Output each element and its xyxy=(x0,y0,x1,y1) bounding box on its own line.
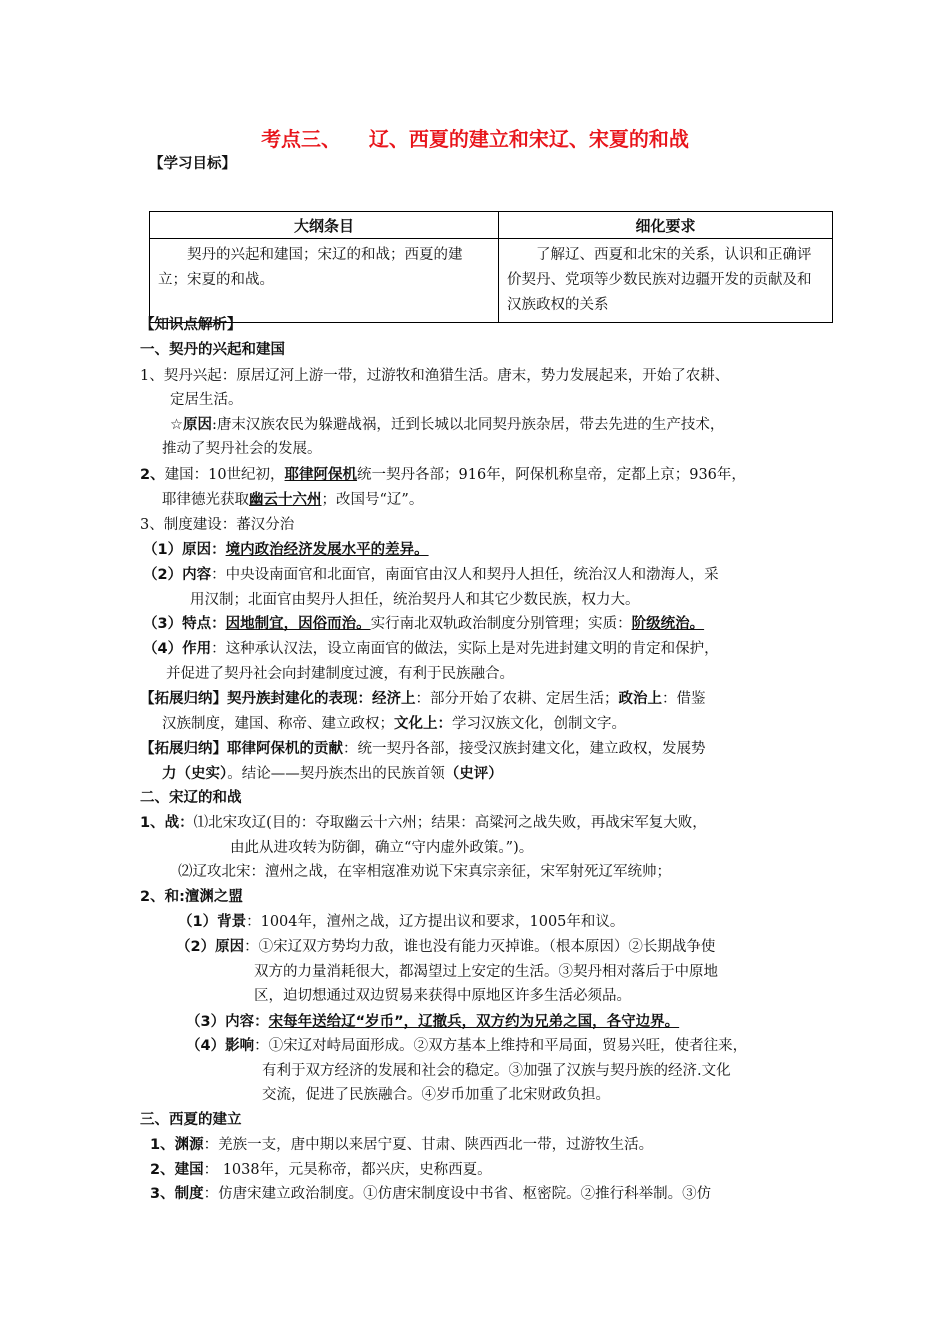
s2-content-label: （3）内容： xyxy=(186,1014,269,1030)
s1-extension-1-e: 文化上： xyxy=(394,716,452,732)
s2-content xyxy=(186,1012,679,1032)
s1-item-3 xyxy=(140,515,294,535)
s2-war xyxy=(140,813,707,833)
s1-extension-2-b: 力（史实） xyxy=(162,766,228,782)
s1-item-2-e: 幽云十六州 xyxy=(249,492,322,508)
s1-item-2-d: 耶律德光获取 xyxy=(162,492,249,508)
s1-reason-text: :唐末汉族农民为躲避战祸，迁到长城以北同契丹族杂居，带去先进的生产技术， xyxy=(212,417,725,433)
s2-reason-cont-1: 双方的力量消耗很大，都渴望过上安定的生活。③契丹相对落后于中原地 xyxy=(254,964,718,980)
section-1-heading: 一、契丹的兴起和建国 xyxy=(140,342,285,358)
analysis-heading: 【知识点解析】 xyxy=(140,317,242,333)
section-3-heading: 三、西夏的建立 xyxy=(140,1112,242,1128)
s2-effect-label: （4）影响 xyxy=(186,1038,255,1054)
s2-effect-text: ：①宋辽对峙局面形成。②双方基本上维持和平局面，贸易兴旺，使者往来， xyxy=(254,1038,748,1054)
s2-war-text: ⑴北宋攻辽(目的：夺取幽云十六州；结果：高粱河之战失败，再战宋军复大败， xyxy=(193,815,707,831)
page-title: 考点三、 辽、西夏的建立和宋辽、宋夏的和战 xyxy=(261,127,689,151)
s2-background-text: ：1004年，澶州之战，辽方提出议和要求，1005年和议。 xyxy=(246,914,625,930)
s2-reason-cont-2: 区，迫切想通过双边贸易来获得中原地区许多生活必须品。 xyxy=(254,988,631,1004)
s1-point-4-text: ：这种承认汉法，设立南面官的做法，实际上是对先进封建文明的肯定和保护， xyxy=(211,641,719,657)
table-header-requirements: 细化要求 xyxy=(499,212,833,239)
s3-origin-text: ：羌族一支，唐中期以来居宁夏、甘肃、陕西西北一带，过游牧生活。 xyxy=(203,1137,654,1153)
s3-system-label: 3、制度 xyxy=(150,1186,204,1202)
s2-effect-cont-2: 交流，促进了民族融合。④岁币加重了北宋财政负担。 xyxy=(262,1087,610,1103)
s1-item-2-c: 统一契丹各部；916年，阿保机称皇帝，定都上京；936年， xyxy=(357,467,746,483)
s1-point-2-text: ：中央设南面官和北面官，南面官由汉人和契丹人担任，统治汉人和渤海人，采 xyxy=(211,567,719,583)
s2-background-label: （1）背景 xyxy=(178,914,247,930)
s2-war-label: 1、战： xyxy=(140,815,194,831)
s2-effect-cont-1: 有利于双方经济的发展和社会的稳定。③加强了汉族与契丹族的经济.文化 xyxy=(262,1063,731,1079)
s1-point-1 xyxy=(143,540,429,560)
table-cell-outline: 契丹的兴起和建国；宋辽的和战；西夏的建立；宋夏的和战。 xyxy=(150,239,499,323)
outline-table xyxy=(149,211,833,323)
goals-heading: 【学习目标】 xyxy=(149,156,236,172)
s1-extension-2-d: （史评） xyxy=(444,766,503,782)
s1-extension-2-cont xyxy=(162,764,503,784)
s1-extension-1-b: 政治上 xyxy=(618,691,662,707)
s1-extension-1 xyxy=(140,689,706,709)
s3-found-text: ： 1038年，元昊称帝，都兴庆，史称西夏。 xyxy=(203,1162,492,1178)
s1-point-2-label: （2）内容 xyxy=(143,567,212,583)
s1-point-2 xyxy=(143,565,719,585)
s1-reason-cont: 推动了契丹社会的发展。 xyxy=(162,441,322,457)
section-2-heading: 二、宋辽的和战 xyxy=(140,790,242,806)
s1-point-3 xyxy=(143,614,704,634)
s1-point-3-a: 因地制宜，因俗而治。 xyxy=(225,616,371,632)
s3-found xyxy=(150,1160,492,1180)
s1-extension-2-a: ：统一契丹各部，接受汉族封建文化，建立政权，发展势 xyxy=(343,741,706,757)
s1-point-1-text: 境内政治经济发展水平的差异。 xyxy=(225,542,429,558)
s1-item-3-label: 3、 xyxy=(140,517,164,533)
s3-system xyxy=(150,1184,711,1204)
s2-reason-text: ：①宋辽双方势均力敌，谁也没有能力灭掉谁。（根本原因）②长期战争使 xyxy=(244,939,716,955)
s1-extension-2-label: 【拓展归纳】耶律阿保机的贡献 xyxy=(140,741,343,757)
s1-item-1-cont: 定居生活。 xyxy=(170,392,243,408)
s2-reason-label: （2）原因 xyxy=(176,939,245,955)
s1-reason-label: ☆原因 xyxy=(170,417,212,433)
s1-point-4-cont: 并促进了契丹社会向封建制度过渡，有利于民族融合。 xyxy=(166,666,514,682)
s1-point-4 xyxy=(143,639,719,659)
s1-item-3-text: 制度建设：蕃汉分治 xyxy=(163,517,295,533)
s2-peace-heading: 2、和:澶渊之盟 xyxy=(140,889,243,905)
s1-point-4-label: （4）作用 xyxy=(143,641,212,657)
s1-extension-1-c: ：借鉴 xyxy=(662,691,706,707)
s1-extension-1-f: 学习汉族文化，创制文字。 xyxy=(452,716,626,732)
s1-item-2-b: 耶律阿保机 xyxy=(284,467,358,483)
s1-point-1-label: （1）原因： xyxy=(143,542,226,558)
s3-found-label: 2、建国 xyxy=(150,1162,204,1178)
s1-point-2-cont: 用汉制；北面官由契丹人担任，统治契丹人和其它少数民族，权力大。 xyxy=(190,592,640,608)
s3-system-text: ：仿唐宋建立政治制度。①仿唐宋制度设中书省、枢密院。②推行科举制。③仿 xyxy=(203,1186,712,1202)
s1-item-1-text: 契丹兴起：原居辽河上游一带，过游牧和渔猎生活。唐末，势力发展起来，开始了农耕、 xyxy=(163,368,730,384)
s1-extension-1-d: 汉族制度，建国、称帝、建立政权； xyxy=(162,716,394,732)
s1-reason xyxy=(170,415,724,435)
s1-item-1-label: 1、 xyxy=(140,368,164,384)
table-header-outline: 大纲条目 xyxy=(150,212,499,239)
s2-reason xyxy=(176,937,715,957)
s1-extension-2-c: 。结论——契丹族杰出的民族首领 xyxy=(227,766,445,782)
s1-extension-1-a: ：部分开始了农耕、定居生活； xyxy=(415,691,619,707)
s3-origin xyxy=(150,1135,653,1155)
s1-extension-1-cont xyxy=(162,714,626,734)
s2-war-cont: 由此从进攻转为防御，确立“守内虚外政策。”)。 xyxy=(230,840,534,856)
s2-background xyxy=(178,912,624,932)
s1-point-3-c: 阶级统治。 xyxy=(631,616,705,632)
s1-extension-1-label: 【拓展归纳】契丹族封建化的表现：经济上 xyxy=(140,691,416,707)
s1-item-2-f: ；改国号“辽”。 xyxy=(321,492,424,508)
s1-item-2-cont xyxy=(162,490,423,510)
s2-effect xyxy=(186,1036,747,1056)
s3-origin-label: 1、渊源 xyxy=(150,1137,204,1153)
s1-extension-2 xyxy=(140,739,706,759)
s1-point-3-b: 实行南北双轨政治制度分别管理；实质： xyxy=(370,616,632,632)
s1-item-2-a: 建国：10世纪初， xyxy=(164,467,285,483)
s2-content-text: 宋每年送给辽“岁币”，辽撤兵，双方约为兄弟之国，各守边界。 xyxy=(268,1014,680,1030)
s1-point-3-label: （3）特点： xyxy=(143,616,226,632)
s1-item-2 xyxy=(140,465,746,485)
s1-item-2-label: 2、 xyxy=(140,467,165,483)
s2-war-2: ⑵辽攻北宋：澶州之战，在宰相寇准劝说下宋真宗亲征，宋军射死辽军统帅； xyxy=(178,864,671,880)
s1-item-1 xyxy=(140,366,729,386)
table-cell-requirements: 了解辽、西夏和北宋的关系，认识和正确评价契丹、党项等少数民族对边疆开发的贡献及和汉族政权的关系 xyxy=(499,239,833,323)
